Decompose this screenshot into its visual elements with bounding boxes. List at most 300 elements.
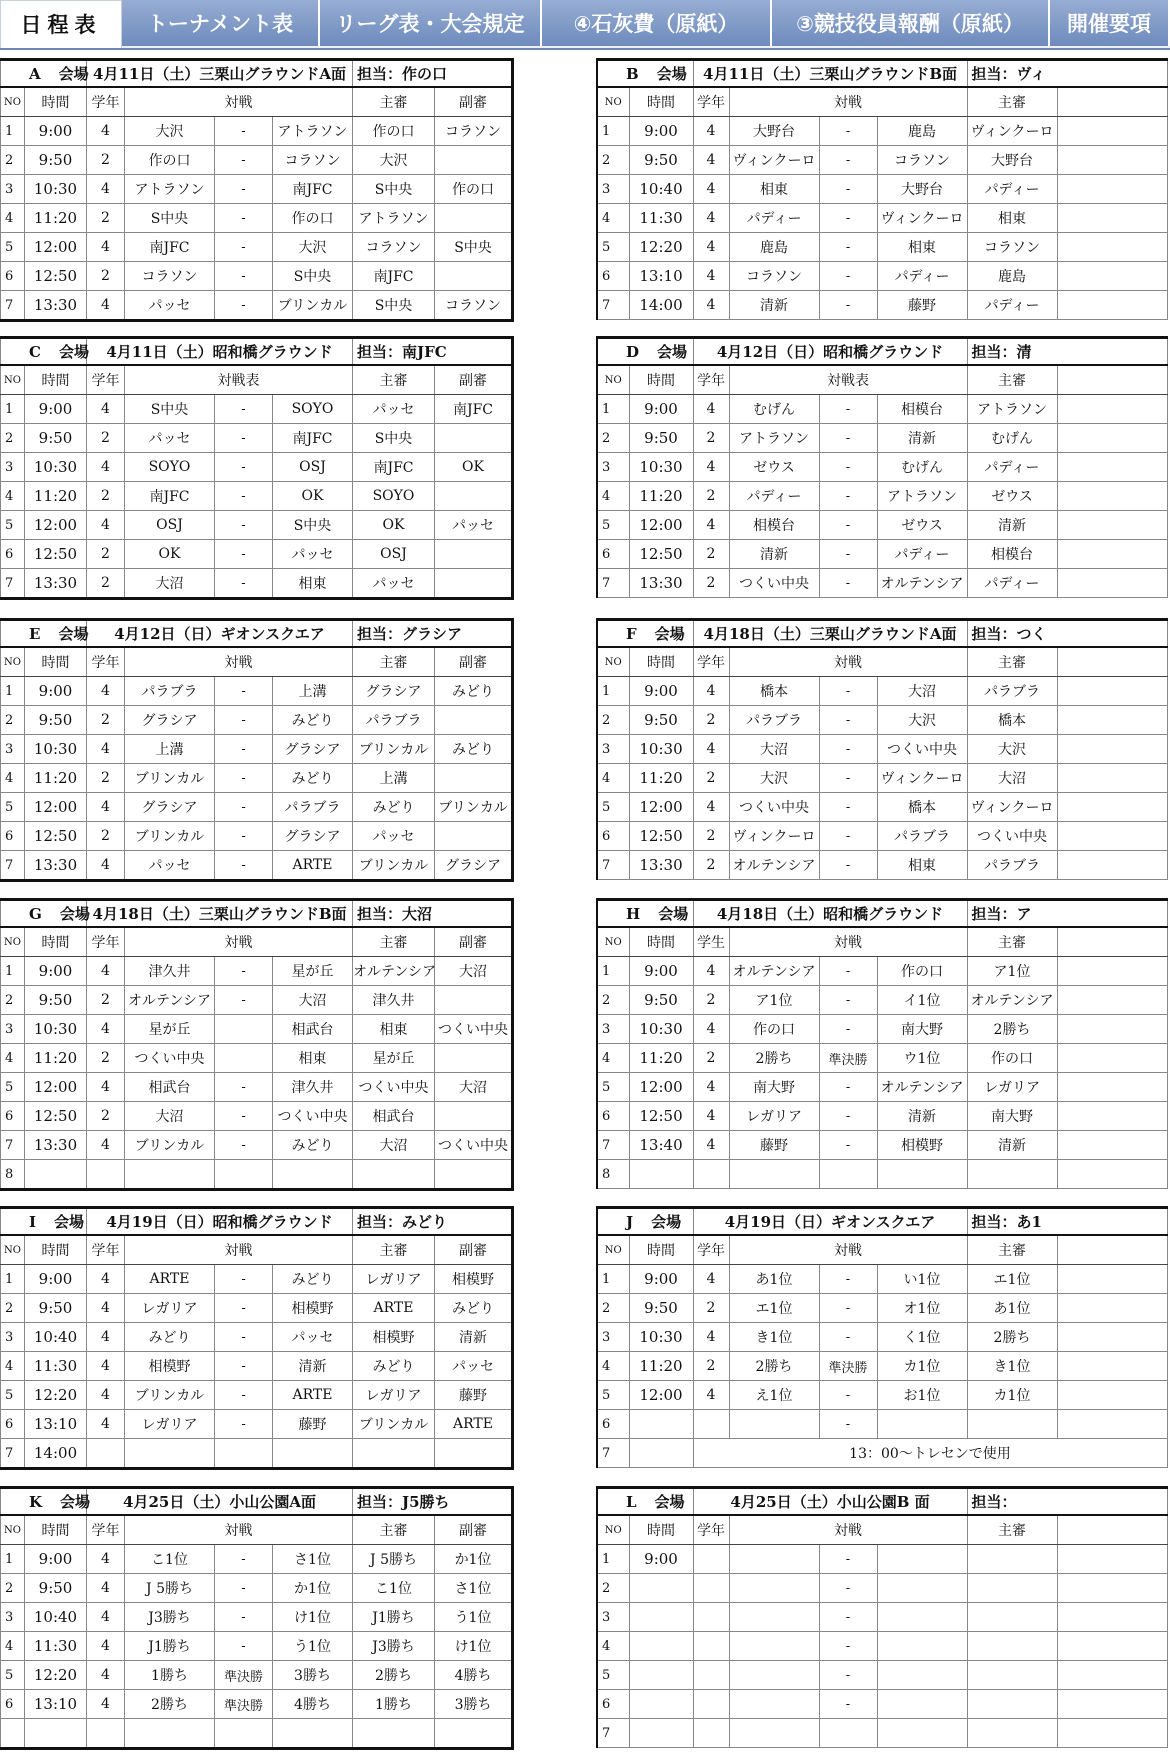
venue-tanto: 担当：つく [967, 620, 1167, 648]
row-referee: OK [353, 511, 435, 540]
row-grade [693, 1574, 729, 1603]
venue-block-k [0, 1486, 514, 1750]
table-row [597, 1073, 1167, 1102]
row-time: 12:00 [25, 511, 87, 540]
row-away-team: カ1位 [877, 1352, 967, 1381]
row-away-team: グラシア [273, 735, 353, 764]
row-away-team: さ1位 [273, 1545, 353, 1574]
row-referee: 作の口 [967, 1044, 1057, 1073]
row-extra [1057, 677, 1167, 706]
tab-1[interactable]: 日程表 [0, 0, 122, 48]
row-no: 2 [1, 706, 25, 735]
venue-word: 会場 [54, 1213, 85, 1231]
row-separator: - [819, 1073, 877, 1102]
venue-label [1, 620, 87, 648]
row-referee: OSJ [353, 540, 435, 569]
col-ref2-header: 副審 [435, 1515, 513, 1545]
row-extra [1057, 851, 1167, 880]
row-grade: 4 [87, 1294, 125, 1323]
row-assistant-referee [435, 822, 513, 851]
row-separator: - [819, 793, 877, 822]
col-ref1-header: 主審 [967, 647, 1057, 677]
row-grade: 2 [693, 1352, 729, 1381]
venue-word: 会場 [58, 625, 89, 643]
row-home-team: J1勝ち [125, 1632, 215, 1661]
col-no-header: NO [597, 87, 629, 117]
row-time [629, 1439, 693, 1468]
table-row [597, 793, 1167, 822]
row-time: 12:00 [629, 793, 693, 822]
row-extra [1057, 1352, 1167, 1381]
row-no: 6 [597, 540, 629, 569]
row-grade: 4 [87, 1545, 125, 1574]
table-row [597, 1294, 1167, 1323]
venue-block-e [0, 618, 514, 882]
row-grade: 2 [693, 1294, 729, 1323]
row-assistant-referee: う1位 [435, 1603, 513, 1632]
row-extra [1057, 1073, 1167, 1102]
row-separator: - [215, 1265, 273, 1294]
row-away-team: 相東 [273, 1044, 353, 1073]
row-time: 13:10 [25, 1690, 87, 1719]
table-row [1, 1632, 513, 1661]
row-away-team: お1位 [877, 1381, 967, 1410]
col-ref1-header: 主審 [353, 647, 435, 677]
row-time: 11:20 [629, 482, 693, 511]
row-referee: 南大野 [967, 1102, 1057, 1131]
venue-tanto: 担当：ア [967, 900, 1167, 928]
row-home-team: パディー [729, 204, 819, 233]
row-grade: 4 [87, 677, 125, 706]
venue-label [1, 1488, 91, 1516]
col-time-header: 時間 [629, 1515, 693, 1545]
row-separator: - [215, 957, 273, 986]
row-grade: 4 [693, 233, 729, 262]
table-row [597, 146, 1167, 175]
row-away-team: 相武台 [273, 1015, 353, 1044]
col-ref1-header: 主審 [353, 1235, 435, 1265]
table-row [597, 1719, 1167, 1748]
row-referee: S中央 [353, 175, 435, 204]
row-grade: 2 [87, 706, 125, 735]
row-away-team [877, 1410, 967, 1439]
row-grade: 2 [693, 1044, 729, 1073]
row-time: 9:50 [25, 424, 87, 453]
row-grade: 4 [87, 1410, 125, 1439]
row-separator: - [215, 233, 273, 262]
row-time: 13:30 [629, 851, 693, 880]
row-referee [967, 1719, 1057, 1748]
row-home-team [729, 1545, 819, 1574]
table-row [1, 1410, 513, 1439]
row-away-team: 清新 [877, 424, 967, 453]
row-home-team: パラブラ [125, 677, 215, 706]
row-time: 9:50 [25, 1294, 87, 1323]
row-grade: 4 [87, 291, 125, 321]
row-assistant-referee [435, 764, 513, 793]
col-ref1-header: 主審 [967, 365, 1057, 395]
venue-letter: D [626, 343, 640, 361]
tab-4[interactable]: ④石灰費（原紙） [542, 0, 772, 46]
row-away-team: オ1位 [877, 1294, 967, 1323]
row-no: 5 [1, 511, 25, 540]
row-extra [1057, 1545, 1167, 1574]
table-row [597, 1102, 1167, 1131]
row-away-team: 相東 [273, 569, 353, 599]
row-time: 11:30 [629, 204, 693, 233]
table-row [1, 291, 513, 321]
row-away-team [877, 1603, 967, 1632]
col-ref1-header: 主審 [353, 87, 435, 117]
row-no: 5 [1, 1661, 25, 1690]
row-referee: ヴィンクーロ [967, 793, 1057, 822]
row-home-team: つくい中央 [729, 793, 819, 822]
tab-5[interactable]: ③競技役員報酬（原紙） [772, 0, 1050, 46]
table-row [1, 1131, 513, 1160]
row-time: 9:00 [629, 677, 693, 706]
table-row [597, 1661, 1167, 1690]
row-grade: 4 [693, 793, 729, 822]
row-separator: - [215, 1352, 273, 1381]
table-row [597, 395, 1167, 424]
row-referee: カ1位 [967, 1381, 1057, 1410]
col-time-header: 時間 [629, 365, 693, 395]
row-separator: - [215, 453, 273, 482]
row-no: 4 [1, 204, 25, 233]
row-grade: 2 [87, 569, 125, 599]
row-away-team: 相模野 [273, 1294, 353, 1323]
row-grade: 2 [693, 822, 729, 851]
row-grade: 4 [87, 1265, 125, 1294]
row-no: 4 [597, 1352, 629, 1381]
row-away-team: け1位 [273, 1603, 353, 1632]
table-row [597, 677, 1167, 706]
row-away-team: ヴィンクーロ [877, 204, 967, 233]
row-time: 12:20 [25, 1381, 87, 1410]
row-home-team: ブリンカル [125, 764, 215, 793]
row-no: 3 [1, 453, 25, 482]
row-away-team [877, 1574, 967, 1603]
row-grade: 4 [693, 1102, 729, 1131]
table-row [597, 233, 1167, 262]
tab-2[interactable]: トーナメント表 [122, 0, 320, 46]
table-row [1, 482, 513, 511]
row-separator: - [215, 175, 273, 204]
row-no: 7 [597, 569, 629, 598]
row-home-team: 相東 [729, 175, 819, 204]
table-row [1, 1719, 513, 1749]
row-grade: 2 [87, 424, 125, 453]
row-time [629, 1690, 693, 1719]
table-row [597, 1044, 1167, 1073]
row-extra [1057, 957, 1167, 986]
table-row [1, 262, 513, 291]
row-separator: - [215, 1603, 273, 1632]
row-away-team: 南大野 [877, 1015, 967, 1044]
row-assistant-referee [435, 1102, 513, 1131]
row-separator: - [819, 764, 877, 793]
row-assistant-referee: OK [435, 453, 513, 482]
row-time: 12:50 [629, 540, 693, 569]
row-grade: 2 [87, 764, 125, 793]
venue-word: 会場 [60, 1493, 91, 1511]
row-no: 7 [597, 1131, 629, 1160]
row-referee: 橋本 [967, 706, 1057, 735]
row-separator: - [215, 735, 273, 764]
row-referee: レガリア [967, 1073, 1057, 1102]
row-time: 9:00 [25, 117, 87, 146]
row-extra [1057, 1381, 1167, 1410]
row-assistant-referee [435, 1044, 513, 1073]
row-grade: 4 [87, 793, 125, 822]
row-home-team: 2勝ち [729, 1352, 819, 1381]
row-extra [1057, 262, 1167, 291]
row-assistant-referee: パッセ [435, 1352, 513, 1381]
row-separator: - [215, 395, 273, 424]
row-grade: 4 [87, 1632, 125, 1661]
row-separator: - [215, 1574, 273, 1603]
row-time: 10:30 [25, 735, 87, 764]
row-referee: パッセ [353, 569, 435, 599]
row-referee: レガリア [353, 1265, 435, 1294]
row-no: 7 [1, 291, 25, 321]
venue-block-d [596, 336, 1168, 598]
venue-title: 4月12日（日）ギオンスクエア [87, 620, 353, 648]
venue-title: 4月11日（土）三栗山グラウンドB面 [693, 60, 967, 88]
row-no: 7 [1, 851, 25, 881]
row-no: 3 [597, 735, 629, 764]
col-no-header: NO [597, 1235, 629, 1265]
row-grade: 4 [87, 1352, 125, 1381]
venue-tanto: 担当：J5勝ち [353, 1488, 513, 1516]
row-home-team: レガリア [729, 1102, 819, 1131]
row-separator: - [819, 1323, 877, 1352]
row-referee: パッセ [353, 822, 435, 851]
row-time: 10:40 [629, 175, 693, 204]
row-no: 5 [597, 1073, 629, 1102]
row-away-team: ARTE [273, 851, 353, 881]
row-no: 3 [597, 453, 629, 482]
tab-3[interactable]: リーグ表・大会規定 [320, 0, 542, 46]
row-grade: 4 [87, 735, 125, 764]
row-home-team: 清新 [729, 540, 819, 569]
table-row [1, 1073, 513, 1102]
row-no: 6 [597, 1690, 629, 1719]
row-time: 9:00 [25, 957, 87, 986]
venue-tanto: 担当：南JFC [353, 338, 513, 366]
row-away-team: 大沢 [273, 233, 353, 262]
row-time: 10:40 [25, 1603, 87, 1632]
table-row [597, 453, 1167, 482]
venue-tanto: 担当：作の口 [353, 60, 513, 88]
venue-tanto: 担当： [967, 1488, 1167, 1516]
row-time: 12:00 [629, 1381, 693, 1410]
row-grade: 4 [87, 453, 125, 482]
row-separator: - [819, 511, 877, 540]
row-grade: 4 [693, 1015, 729, 1044]
row-separator: - [819, 204, 877, 233]
row-away-team: 鹿島 [877, 117, 967, 146]
table-row [1, 851, 513, 881]
row-assistant-referee: S中央 [435, 233, 513, 262]
row-time: 9:00 [25, 395, 87, 424]
row-grade: 4 [693, 1073, 729, 1102]
row-away-team [877, 1545, 967, 1574]
col-time-header: 時間 [25, 647, 87, 677]
row-time [629, 1632, 693, 1661]
row-home-team: 相模台 [729, 511, 819, 540]
row-grade: 2 [87, 1102, 125, 1131]
col-match-header: 対戦表 [125, 365, 353, 395]
row-no: 5 [1, 1073, 25, 1102]
row-separator: - [215, 986, 273, 1015]
col-match-header: 対戦 [729, 647, 967, 677]
table-row [1, 1661, 513, 1690]
row-assistant-referee: みどり [435, 735, 513, 764]
row-grade [693, 1603, 729, 1632]
row-assistant-referee: みどり [435, 1294, 513, 1323]
row-separator: - [819, 233, 877, 262]
schedule-table [0, 618, 514, 882]
table-row [597, 569, 1167, 598]
row-separator: - [215, 764, 273, 793]
sheet-tab-bar [0, 0, 1170, 50]
row-home-team: 清新 [729, 291, 819, 320]
tab-6[interactable]: 開催要項 [1050, 0, 1170, 46]
col-no-header: NO [597, 1515, 629, 1545]
row-time: 11:20 [629, 764, 693, 793]
col-extra-header [1057, 365, 1167, 395]
row-time [25, 1160, 87, 1190]
row-grade: 4 [693, 1381, 729, 1410]
row-separator: 準決勝 [819, 1044, 877, 1073]
row-away-team: い1位 [877, 1265, 967, 1294]
row-home-team: 2勝ち [729, 1044, 819, 1073]
row-no: 3 [1, 175, 25, 204]
row-extra [1057, 793, 1167, 822]
venue-note: 13：00〜トレセンで使用 [693, 1439, 1167, 1468]
row-grade [693, 1661, 729, 1690]
row-time: 9:50 [629, 986, 693, 1015]
venue-title: 4月19日（日）昭和橋グラウンド [87, 1208, 353, 1236]
row-extra [1057, 1632, 1167, 1661]
table-row [1, 677, 513, 706]
schedule-table [596, 898, 1168, 1189]
row-grade: 4 [87, 1323, 125, 1352]
row-grade: 2 [87, 822, 125, 851]
row-home-team: ブリンカル [125, 822, 215, 851]
venue-label [597, 1208, 693, 1236]
row-away-team: S中央 [273, 511, 353, 540]
row-separator: - [819, 569, 877, 598]
row-time: 11:20 [25, 482, 87, 511]
col-ref2-header: 副審 [435, 87, 513, 117]
row-grade: 4 [87, 233, 125, 262]
row-away-team: 南JFC [273, 424, 353, 453]
venue-word: 会場 [654, 1493, 685, 1511]
row-referee: J1勝ち [353, 1603, 435, 1632]
table-row [1, 540, 513, 569]
row-grade: 2 [87, 204, 125, 233]
row-referee: パディー [967, 291, 1057, 320]
row-referee [967, 1574, 1057, 1603]
row-grade: 4 [693, 1265, 729, 1294]
row-away-team: ブリンカル [273, 291, 353, 321]
col-ref2-header: 副審 [435, 365, 513, 395]
venue-letter: H [626, 905, 641, 923]
row-home-team: き1位 [729, 1323, 819, 1352]
row-no: 4 [1, 1044, 25, 1073]
row-time: 12:50 [25, 822, 87, 851]
row-away-team: 津久井 [273, 1073, 353, 1102]
row-assistant-referee [435, 482, 513, 511]
row-time: 12:20 [25, 1661, 87, 1690]
row-home-team: 鹿島 [729, 233, 819, 262]
row-grade: 2 [693, 482, 729, 511]
row-home-team: 1勝ち [125, 1661, 215, 1690]
row-home-team: ヴィンクーロ [729, 822, 819, 851]
table-row [597, 764, 1167, 793]
row-grade: 2 [87, 986, 125, 1015]
row-time: 9:00 [629, 957, 693, 986]
row-separator [215, 1160, 273, 1190]
row-assistant-referee [435, 986, 513, 1015]
table-row [597, 1545, 1167, 1574]
row-home-team [729, 1603, 819, 1632]
table-row [597, 1131, 1167, 1160]
row-grade: 4 [693, 291, 729, 320]
table-row [1, 1294, 513, 1323]
row-no: 6 [1, 1410, 25, 1439]
row-extra [1057, 146, 1167, 175]
row-assistant-referee: さ1位 [435, 1574, 513, 1603]
row-separator: - [215, 117, 273, 146]
table-row [1, 146, 513, 175]
row-away-team: みどり [273, 764, 353, 793]
row-extra [1057, 204, 1167, 233]
row-time: 12:50 [25, 1102, 87, 1131]
row-grade [693, 1410, 729, 1439]
table-row [1, 957, 513, 986]
row-separator: - [819, 822, 877, 851]
row-time: 13:40 [629, 1131, 693, 1160]
venue-tanto: 担当：あ1 [967, 1208, 1167, 1236]
row-away-team: ヴィンクーロ [877, 764, 967, 793]
row-grade: 4 [87, 851, 125, 881]
row-referee: コラソン [353, 233, 435, 262]
table-row [1, 1323, 513, 1352]
table-row [597, 706, 1167, 735]
table-row [1, 986, 513, 1015]
row-home-team: 橋本 [729, 677, 819, 706]
row-separator: - [819, 1690, 877, 1719]
table-row [1, 395, 513, 424]
table-row [1, 233, 513, 262]
row-no: 3 [597, 1603, 629, 1632]
venue-label [597, 60, 693, 88]
row-away-team [877, 1632, 967, 1661]
row-assistant-referee: コラソン [435, 117, 513, 146]
row-referee [967, 1661, 1057, 1690]
row-away-team: 藤野 [877, 291, 967, 320]
row-time: 9:00 [629, 1265, 693, 1294]
row-time [629, 1160, 693, 1189]
row-time: 12:00 [25, 793, 87, 822]
table-row [1, 569, 513, 599]
row-time: 13:30 [25, 851, 87, 881]
row-home-team: オルテンシア [729, 851, 819, 880]
row-no: 7 [597, 851, 629, 880]
